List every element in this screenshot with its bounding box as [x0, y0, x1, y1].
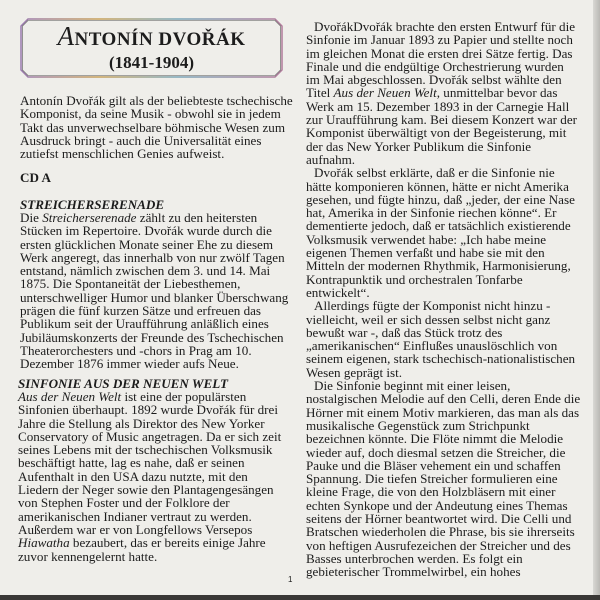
text-line — [18, 523, 281, 536]
text-segment: gesehen, und fügte hinzu, daß „jeder, der eine Nase — [306, 191, 575, 207]
text-line — [18, 496, 281, 509]
section-heading-streicherserenade: STREICHERSERENADE — [20, 197, 165, 212]
text-segment: im gleichen Monat die ersten drei Sätze fertig. Das — [306, 45, 573, 61]
text-line — [18, 403, 281, 416]
text-segment: Jubiläumskonzerts der Freunde des Tschechischen — [20, 329, 284, 345]
text-line — [18, 443, 281, 456]
text-line — [306, 379, 580, 392]
text-line — [306, 286, 580, 299]
italic-title: Hiawatha — [18, 535, 70, 551]
text-line — [20, 224, 288, 237]
text-segment: aufnahm. — [306, 151, 356, 167]
text-line — [20, 251, 288, 264]
text-segment: eigenen Themen verfaßt und habe sie mit den — [306, 245, 545, 261]
text-segment: nostalgischen Melodie auf den Celli, deren Ende die — [306, 391, 581, 407]
text-segment: bezaubert, das er bereits einige Jahre — [69, 535, 266, 551]
text-line — [20, 211, 288, 224]
text-segment: von heftigen Ausrufezeichen der Streicher und des — [306, 537, 571, 553]
text-segment: entwickelt“. — [306, 284, 370, 300]
text-line — [306, 73, 580, 86]
text-segment: der das New Yorker Publikum die Sinfonie — [306, 138, 532, 154]
text-line — [20, 331, 288, 344]
text-line — [306, 432, 580, 445]
text-line — [306, 392, 580, 405]
text-segment: Bratschen wiederholen die Phrase, bis sie ihrerseits — [306, 524, 575, 540]
text-line — [306, 206, 580, 219]
text-line — [306, 446, 580, 459]
text-segment: Takt das unverwechselbare böhmische Wesen zum — [20, 119, 286, 135]
title-years: (1841-1904) — [109, 53, 194, 72]
text-segment: hat, Amerika in der Sinfonie riechen könne“. Er — [306, 205, 557, 221]
section-heading-sinfonie: SINFONIE AUS DER NEUEN WELT — [18, 376, 229, 391]
text-line — [18, 470, 281, 483]
text-segment: Volksmusik verwendet habe: „Ich habe meine — [306, 231, 547, 247]
page-bottom-edge — [0, 595, 600, 600]
page-number: 1 — [288, 575, 293, 584]
text-line — [18, 390, 281, 403]
text-segment: ersten glücklichen Monate seiner Ehe zu diesem — [20, 236, 274, 252]
text-line — [306, 86, 580, 99]
text-segment: seinem eigenen, stark tschechisch-nationalistischen — [306, 351, 576, 367]
text-segment: Sinfonie im Januar 1893 zu Papier und stellte noch — [306, 32, 573, 48]
text-segment: Mitteln der modernen Rhythmik, Harmonisierung, — [306, 258, 571, 274]
text-segment: wieder auf, doch diesmal setzen die Streicher, die — [306, 444, 566, 460]
text-line — [306, 273, 580, 286]
title-rest: NTONÍN DVOŘÁK — [74, 29, 246, 50]
text-segment: Pauke und die Bläser vehement ein und schaffen — [306, 457, 561, 473]
cd-label: CD A — [20, 170, 51, 185]
text-line — [18, 456, 281, 469]
text-segment: Ausdruck bringt - auch die Universalität eines — [20, 132, 262, 148]
text-line — [306, 406, 580, 419]
text-segment: entstand, nämlich zwischen dem 3. und 14. Mai — [20, 263, 271, 279]
text-segment: Stücken im Repertoire. Dvořák wurde durch die — [20, 223, 272, 239]
text-segment: beschäftigt hatte, lag es nahe, daß er seinen — [18, 455, 245, 471]
text-line — [306, 565, 580, 578]
text-line — [18, 510, 281, 523]
text-line — [306, 419, 580, 432]
text-segment: Kontrapunktik und orchestralen Tonfarbe — [306, 271, 523, 287]
text-segment: Komponist überwältigt von der Begeisterung, mit — [306, 125, 567, 141]
text-line — [18, 550, 281, 563]
text-line — [20, 147, 293, 160]
text-segment: Finale und die endgültige Orchestrierung wurden — [306, 58, 564, 74]
text-line — [306, 472, 580, 485]
page-title — [20, 22, 283, 50]
text-segment: Aufenthalt in den USA dazu nutzte, mit den — [18, 468, 248, 484]
text-segment: musikalische Gegenstück zum Strichpunkt — [306, 417, 530, 433]
text-line — [306, 326, 580, 339]
text-line — [306, 366, 580, 379]
text-segment: Wesen geprägt ist. — [306, 364, 403, 380]
text-line — [20, 107, 293, 120]
page-edge — [593, 0, 600, 600]
text-segment: zutiefst menschlichen Genies aufweist. — [20, 146, 225, 162]
text-line — [306, 313, 580, 326]
text-line — [18, 536, 281, 549]
text-segment: Dvořák selbst erklärte, daß er die Sinfonie nie — [314, 165, 555, 181]
text-line — [306, 512, 580, 525]
text-line — [20, 121, 293, 134]
text-line — [306, 233, 580, 246]
text-line — [20, 304, 288, 317]
text-segment: zur Uraufführung kam. Bei diesem Konzert war der — [306, 112, 577, 128]
text-line — [306, 352, 580, 365]
text-segment: Basses unterbrochen werden. Es folgt ein — [306, 550, 523, 566]
text-segment: Dezember 1876 immer wieder aufs Neue. — [20, 356, 239, 372]
text-segment: kleine Frage, die von den Holzbläsern mit einer — [306, 484, 556, 500]
text-segment: Die — [20, 210, 43, 225]
sinfonie-paragraph — [18, 390, 281, 563]
text-line — [20, 357, 288, 370]
text-line — [20, 291, 288, 304]
text-line — [306, 552, 580, 565]
text-line — [18, 417, 281, 430]
text-segment: 1875. Die Spontaneität der Liebesthemen, — [20, 276, 241, 292]
text-segment: Publikum seit der Uraufführung anläßlich eines — [20, 316, 269, 332]
text-segment: gebieterischer Trommelwirbel, ein hohes — [306, 564, 521, 580]
text-line — [306, 246, 580, 259]
text-segment: DvořákDvořák brachte den ersten Entwurf für die — [314, 19, 576, 34]
title-box — [20, 18, 283, 78]
text-line — [306, 299, 580, 312]
text-segment: Antonín Dvořák gilt als der beliebteste tschechische — [20, 93, 293, 108]
text-line — [20, 134, 293, 147]
text-line — [306, 153, 580, 166]
text-line — [306, 140, 580, 153]
text-line — [306, 259, 580, 272]
text-segment: Liedern der Neger sowie den Plantagengesängen — [18, 482, 274, 498]
text-segment: dementierte jedoch, daß er tatsächlich existierende — [306, 218, 571, 234]
text-segment: Hörner mit einem Motiv markieren, das man als das — [306, 404, 580, 420]
text-line — [20, 94, 293, 107]
text-segment: , unmittelbar bevor das — [436, 85, 558, 101]
text-line — [306, 180, 580, 193]
text-segment: bezeichnen könnte. Die Flöte nimmt die Melodie — [306, 431, 564, 447]
text-segment: Allerdings fügte der Komponist nicht hinzu - — [314, 298, 551, 314]
text-line — [306, 539, 580, 552]
text-segment: Spannung. Die tiefen Streicher formulieren eine — [306, 471, 558, 487]
text-segment: Werk angeregt, das innerhalb von nur zwölf Tagen — [20, 249, 285, 265]
text-line — [306, 219, 580, 232]
text-segment: im Mai abgeschlossen. Dvořák selbst wählte den — [306, 72, 562, 88]
text-segment: Titel — [306, 85, 334, 101]
italic-title: Streicherserenade — [42, 210, 137, 225]
text-segment: bewußt war -, daß das Stück trotz des — [306, 324, 503, 340]
text-segment: „amerikanischen“ Einflußes unauslöschlich von — [306, 338, 558, 354]
right-column-text — [306, 20, 580, 578]
text-line — [306, 339, 580, 352]
text-segment: ist eine der populärsten — [121, 389, 247, 404]
text-line — [306, 60, 580, 73]
text-segment: von Stephen Foster und der Folklore der — [18, 495, 230, 511]
text-line — [306, 525, 580, 538]
text-line — [20, 264, 288, 277]
text-line — [306, 485, 580, 498]
text-line — [18, 483, 281, 496]
text-segment: Komponist, da seine Musik - obwohl sie in jedem — [20, 106, 281, 122]
text-line — [306, 33, 580, 46]
text-line — [20, 344, 288, 357]
text-segment: echten Synkope und der Andeutung eines Themas — [306, 497, 568, 513]
intro-paragraph — [20, 94, 293, 160]
title-initial: A — [57, 21, 75, 51]
text-segment: Werk am 15. Dezember 1893 in der Carnegie Hall — [306, 98, 570, 114]
text-line — [306, 126, 580, 139]
text-segment: Conservatory of Music angetragen. Da er sich zeit — [18, 428, 282, 444]
text-segment: zählt zu den heitersten — [136, 210, 258, 225]
text-line — [306, 193, 580, 206]
text-line — [306, 100, 580, 113]
text-line — [306, 47, 580, 60]
text-segment: seines Lebens mit der tschechischen Volksmusik — [18, 442, 273, 458]
text-line — [306, 20, 580, 33]
text-segment: Jahre die Stellung als Direktor des New Yorker — [18, 415, 265, 431]
text-line — [306, 499, 580, 512]
italic-title: Aus der Neuen Welt — [333, 85, 437, 101]
text-segment: Die Sinfonie beginnt mit einer leisen, — [314, 378, 511, 394]
streicherserenade-paragraph — [20, 211, 288, 371]
text-segment: Sinfonien überhaupt. 1892 wurde Dvořák für drei — [18, 402, 278, 418]
text-segment: zuvor kennengelernt hatte. — [18, 548, 158, 564]
text-segment: vielleicht, weil er sich dessen selbst nicht ganz — [306, 311, 551, 327]
text-segment: prägen die fünf kurzen Sätze und erfreuen das — [20, 303, 262, 319]
text-segment: unterschwelliger Humor und blanker Überschwang — [20, 289, 289, 305]
text-line — [20, 238, 288, 251]
text-line — [18, 430, 281, 443]
text-line — [306, 166, 580, 179]
text-segment: Außerdem war er von Longfellows Versepos — [18, 521, 253, 537]
text-segment: seitens der Hörner beantwortet wird. Die Celli und — [306, 510, 572, 526]
text-line — [306, 113, 580, 126]
text-segment: amerikanischen Indianer vertraut zu werden. — [18, 508, 252, 524]
text-line — [306, 459, 580, 472]
text-line — [20, 277, 288, 290]
italic-title: Aus der Neuen Welt — [18, 389, 122, 404]
text-segment: Theaterorchesters und -chors in Prag am 10. — [20, 342, 252, 358]
text-segment: hätte komponieren können, hätte er nicht Amerika — [306, 178, 569, 194]
text-line — [20, 317, 288, 330]
